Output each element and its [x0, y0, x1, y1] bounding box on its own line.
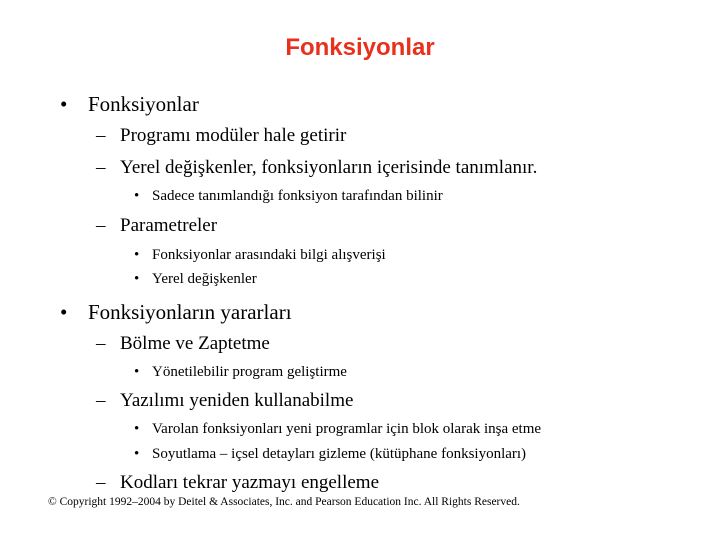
bullet-marker: •: [134, 271, 140, 287]
dash-marker: –: [96, 333, 106, 354]
subsubbullet-soyutlama: Soyutlama – içsel detayları gizleme (kütüphane fonksiyonları): [152, 446, 527, 462]
bullet-fonksiyonlar: Fonksiyonlar: [88, 92, 199, 116]
subbullet-moduler: Programı modüler hale getirir: [120, 125, 347, 146]
dash-marker: –: [96, 125, 106, 146]
subbullet-kod-tekrari: Kodları tekrar yazmayı engelleme: [120, 472, 380, 493]
dash-marker: –: [96, 390, 106, 411]
bullet-yararlar: Fonksiyonların yararları: [88, 300, 292, 324]
bullet-marker: •: [134, 247, 140, 263]
subbullet-bolme-zaptetme: Bölme ve Zaptetme: [120, 333, 270, 354]
copyright-footer: © Copyright 1992–2004 by Deitel & Associates, Inc. and Pearson Education Inc. All Rights Reserved.: [48, 496, 520, 508]
subsubbullet-sadece: Sadece tanımlandığı fonksiyon tarafından bilinir: [152, 188, 443, 204]
subbullet-yeniden-kullanim: Yazılımı yeniden kullanabilme: [120, 390, 354, 411]
bullet-marker: •: [134, 446, 140, 462]
subbullet-parametreler: Parametreler: [120, 215, 218, 236]
bullet-marker: •: [60, 92, 68, 116]
dash-marker: –: [96, 472, 106, 493]
bullet-marker: •: [60, 300, 68, 324]
dash-marker: –: [96, 215, 106, 236]
subsubbullet-varolan-fonksiyonlar: Varolan fonksiyonları yeni programlar için blok olarak inşa etme: [152, 421, 542, 437]
dash-marker: –: [96, 157, 106, 178]
subsubbullet-yerel-degiskenler: Yerel değişkenler: [152, 271, 257, 287]
slide-title: Fonksiyonlar: [285, 34, 435, 61]
bullet-marker: •: [134, 421, 140, 437]
subsubbullet-bilgi-alisverisi: Fonksiyonlar arasındaki bilgi alışverişi: [152, 247, 386, 263]
bullet-marker: •: [134, 188, 140, 204]
subbullet-yerel-degiskenler: Yerel değişkenler, fonksiyonların içerisinde tanımlanır.: [120, 157, 538, 178]
bullet-marker: •: [134, 364, 140, 380]
subsubbullet-yonetilebilir: Yönetilebilir program geliştirme: [152, 364, 347, 380]
